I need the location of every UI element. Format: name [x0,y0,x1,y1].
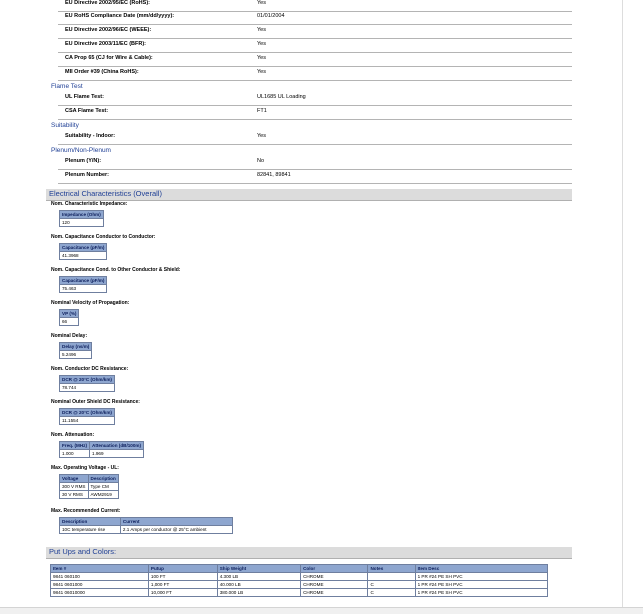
attenuation-label: Nom. Attenuation: [51,432,95,438]
table-header: Color [301,565,368,573]
current-table [59,517,233,534]
delay-label: Nominal Delay: [51,333,88,339]
electrical-section-title: Electrical Characteristics (Overall) [49,189,162,198]
table-cell: 1.969 [90,450,144,458]
flame-label: CSA Flame Test: [65,108,109,114]
table-header: Freq. (MHz) [60,442,90,450]
table-header: VP (%) [60,310,79,318]
table-header: Attenuation (dB/100m) [90,442,144,450]
table-cell: 1.000 [60,450,90,458]
suitability-label: Suitability - Indoor: [65,133,116,139]
compliance-label: EU RoHS Compliance Date (mm/dd/yyyy): [65,13,175,19]
compliance-row-china-rohs [58,67,572,81]
plenum-value: 82841, 89841 [257,172,291,178]
table-row [51,573,548,581]
cap-cc-label: Nom. Capacitance Conductor to Conductor: [51,234,156,240]
suitability-heading: Suitability [51,122,79,129]
putups-section-title: Put Ups and Colors: [49,547,117,556]
table-cell: 9841 06010000 [51,589,149,597]
voltage-label: Max. Operating Voltage - UL: [51,465,119,471]
table-cell: 78.744 [60,384,115,392]
compliance-label: EU Directive 2002/96/EC (WEEE): [65,27,152,33]
plenum-value: No [257,158,265,164]
table-cell: 5.2496 [60,351,92,359]
table-cell: 9841 0601000 [51,581,149,589]
table-header: Putup [148,565,217,573]
table-cell: 40.000 LB [217,581,300,589]
compliance-row-bfr [58,39,572,53]
flame-label: UL Flame Test: [65,94,104,100]
table-cell [368,573,415,581]
compliance-label: CA Prop 65 (CJ for Wire & Cable): [65,55,153,61]
table-header: Description [60,518,121,526]
cap-cs-table [59,276,107,293]
suitability-row-indoor [58,131,572,145]
table-cell: 120 [60,219,104,227]
table-cell: 10,000 FT [148,589,217,597]
putups-section-header [46,547,572,559]
page-edge-divider [622,0,623,613]
table-cell: 10C temperature rise [60,526,121,534]
plenum-row-yn [58,156,572,170]
table-cell: 75.463 [60,285,107,293]
table-header: Description [88,475,118,483]
impedance-table [59,210,104,227]
table-cell: 380.000 LB [217,589,300,597]
voltage-table [59,474,119,499]
table-cell: 11.1554 [60,417,115,425]
table-header: Item # [51,565,149,573]
compliance-label: EU Directive 2003/11/EC (BFR): [65,41,147,47]
delay-table [59,342,92,359]
cap-cc-table [59,243,107,260]
table-header: DCR @ 20°C (Ohm/km) [60,409,115,417]
suitability-value: Yes [257,133,266,139]
dcr-conductor-table [59,375,115,392]
plenum-heading: Plenum/Non-Plenum [51,147,111,154]
impedance-label: Nom. Characteristic Impedance: [51,201,128,207]
compliance-label: EU Directive 2002/95/EC (RoHS): [65,0,150,6]
table-header: DCR @ 20°C (Ohm/km) [60,376,115,384]
plenum-row-number [58,170,572,184]
table-cell: CHROME [301,573,368,581]
cap-cs-label: Nom. Capacitance Cond. to Other Conductor & Shield: [51,267,181,273]
table-cell: 1 PR #24 PE SH PVC [415,581,547,589]
table-cell: 100 FT [148,573,217,581]
flame-test-heading: Flame Test [51,83,83,90]
table-cell: CHROME [301,581,368,589]
compliance-value: Yes [257,41,266,47]
table-cell: C [368,589,415,597]
table-cell: 66 [60,318,79,326]
plenum-label: Plenum (Y/N): [65,158,102,164]
table-cell: 2.1 Amps per conductor @ 25°C ambient [120,526,232,534]
table-header: Item Desc [415,565,547,573]
table-header: Capacitance (pF/m) [60,277,107,285]
table-cell: 1 PR #24 PE SH PVC [415,573,547,581]
dcr-conductor-label: Nom. Conductor DC Resistance: [51,366,129,372]
table-header: Ship Weight [217,565,300,573]
table-header: Current [120,518,232,526]
table-cell: Type CM [88,483,118,491]
table-cell: 4.300 LB [217,573,300,581]
vp-label: Nominal Velocity of Propagation: [51,300,130,306]
table-row [51,589,548,597]
table-cell: CHROME [301,589,368,597]
table-cell: 9841 060100 [51,573,149,581]
flame-value: UL1685 UL Loading [257,94,306,100]
table-header: Delay (ns/m) [60,343,92,351]
current-label: Max. Recommended Current: [51,508,121,514]
table-cell: 41.3968 [60,252,107,260]
table-cell: 30 V RMS [60,491,89,499]
table-header: Impedance (Ohm) [60,211,104,219]
compliance-row-prop65 [58,53,572,67]
compliance-value: Yes [257,27,266,33]
table-header: Notes [368,565,415,573]
compliance-label: MII Order #39 (China RoHS): [65,69,139,75]
compliance-value: 01/01/2004 [257,13,285,19]
table-row [51,581,548,589]
putups-table [50,564,548,597]
table-cell: C [368,581,415,589]
table-cell: 1,000 FT [148,581,217,589]
table-cell: 1 PR #24 PE SH PVC [415,589,547,597]
table-cell: AWM2919 [88,491,118,499]
compliance-row-rohs-date [58,11,572,25]
plenum-label: Plenum Number: [65,172,110,178]
flame-row-csa [58,106,572,120]
flame-row-ul [58,92,572,106]
table-header: Capacitance (pF/m) [60,244,107,252]
compliance-value: Yes [257,0,266,6]
electrical-section-header [46,189,572,201]
table-header: Voltage [60,475,89,483]
flame-value: FT1 [257,108,267,114]
table-cell: 300 V RMS [60,483,89,491]
vp-table [59,309,79,326]
attenuation-table [59,441,144,458]
compliance-row-weee [58,25,572,39]
compliance-value: Yes [257,69,266,75]
compliance-value: Yes [257,55,266,61]
dcr-shield-table [59,408,115,425]
dcr-shield-label: Nominal Outer Shield DC Resistance: [51,399,140,405]
